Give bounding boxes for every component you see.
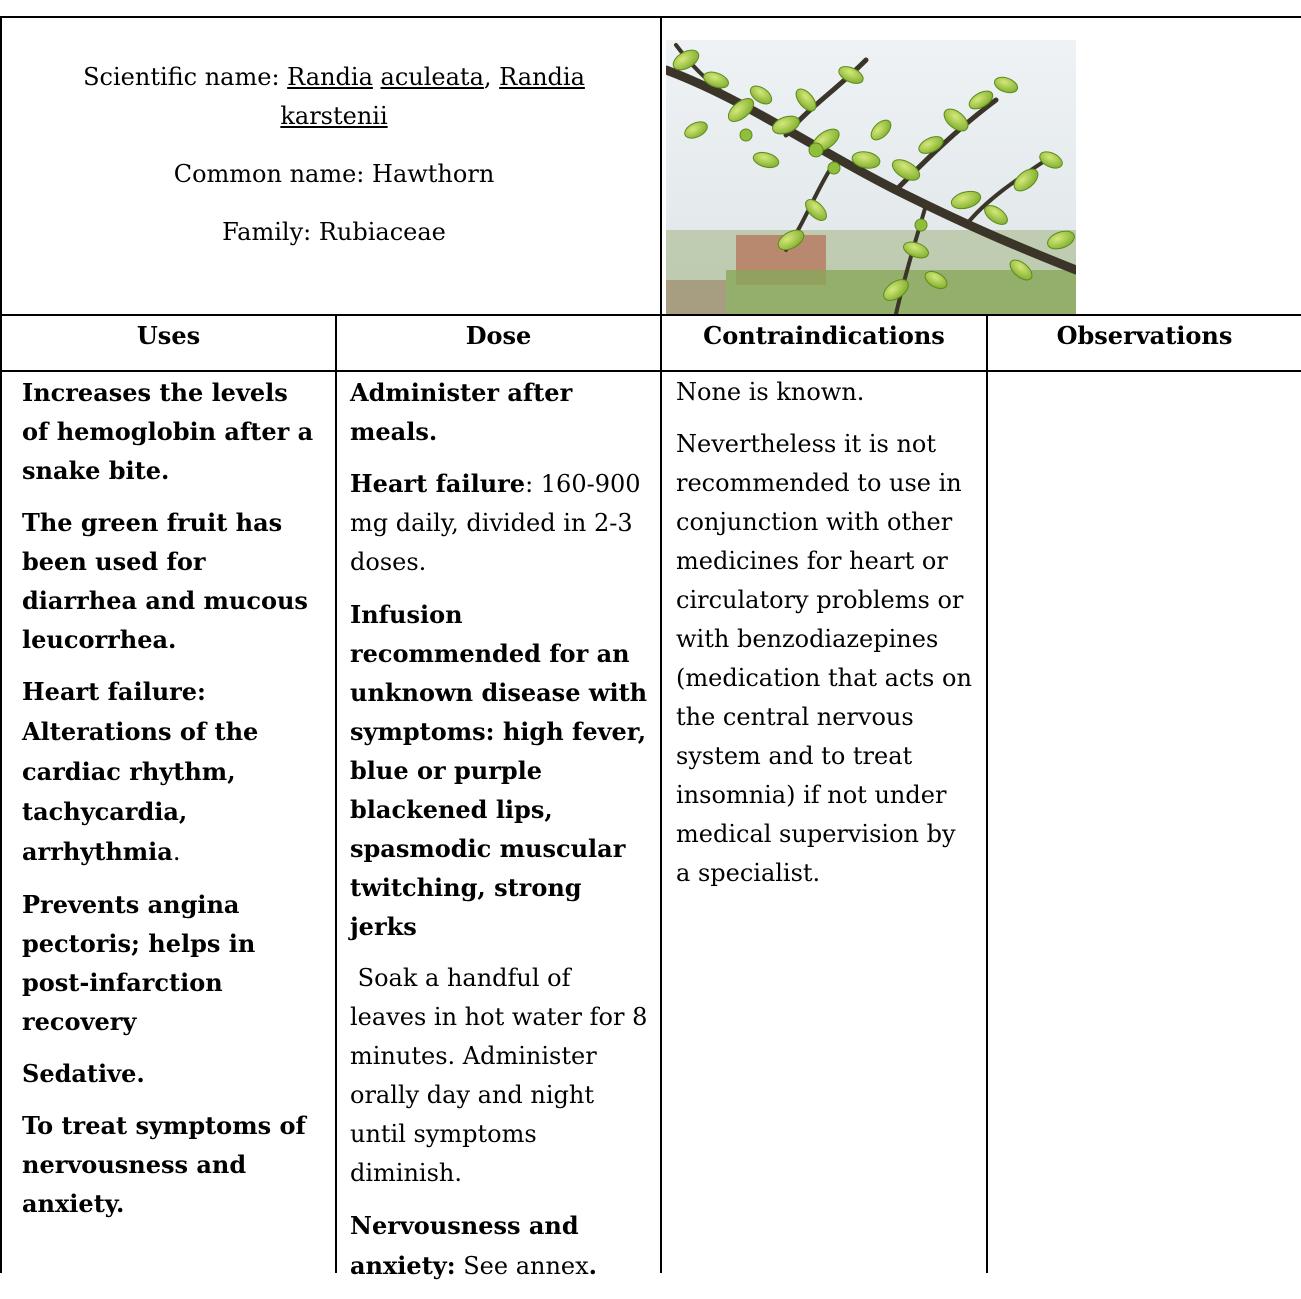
- column-header-dose: Dose: [465, 321, 532, 350]
- scientific-name-genus-1: Randia: [287, 63, 373, 91]
- column-header-observations: Observations: [1056, 321, 1233, 350]
- common-name: Common name: Hawthorn: [173, 160, 495, 188]
- plant-photo-icon: [666, 40, 1076, 314]
- uses-item: The green fruit has been used for diarrhea and mucous leucorrhea.: [22, 508, 308, 654]
- header-divider: [660, 16, 662, 316]
- column-header-uses: Uses: [136, 321, 201, 350]
- scientific-name-species-1: aculeata: [380, 63, 484, 91]
- dose-item: Soak a handful of leaves in hot water for 8 minutes. Administer orally day and night until symptoms diminish.: [350, 964, 655, 1187]
- table-top-border: [0, 16, 1301, 18]
- family-name: Family: Rubiaceae: [222, 218, 446, 246]
- column-divider-2: [660, 314, 662, 1273]
- uses-item: Prevents angina pectoris; helps in post-infarction recovery: [22, 890, 256, 1036]
- contraindications-item: Nevertheless it is not recommended to use in conjunction with other medicines for heart or circulatory problems or with benzodiazepines (medication that acts on the central nervous system and to treat insomnia) if not under medical supervision by a specialist.: [676, 430, 972, 887]
- plant-photo: [666, 40, 1076, 314]
- dose-cell: [350, 373, 655, 1299]
- dose-item: Administer after meals.: [350, 378, 573, 446]
- column-divider-1: [335, 314, 337, 1273]
- dose-item: Infusion recommended for an unknown disease with symptoms: high fever, blue or purple blackened lips, spasmodic muscular twitching, strong jerks: [350, 600, 648, 941]
- scientific-name-genus-2: Randia: [499, 63, 585, 91]
- plant-header: [10, 58, 658, 271]
- dose-item: Nervousness and anxiety: See annex.: [350, 1211, 598, 1280]
- column-divider-3: [986, 314, 988, 1273]
- contraindications-item: None is known.: [676, 378, 865, 406]
- table-left-border: [0, 16, 2, 1273]
- dose-item: Heart failure: 160-900 mg daily, divided in 2-3 doses.: [350, 469, 641, 576]
- uses-item: Heart failure: Alterations of the cardiac rhythm, tachycardia, arrhythmia.: [22, 677, 259, 866]
- contraindications-cell: [676, 373, 976, 906]
- uses-cell: [22, 373, 322, 1236]
- uses-item: Increases the levels of hemoglobin after a snake bite.: [22, 378, 314, 485]
- scientific-name-species-2: karstenii: [280, 102, 388, 130]
- uses-item: Sedative.: [22, 1059, 145, 1088]
- uses-item: To treat symptoms of nervousness and anxiety.: [22, 1111, 306, 1218]
- scientific-name: Scientific name: Randia aculeata, Randia karstenii: [83, 63, 585, 130]
- column-header-contraindications: Contraindications: [703, 321, 945, 350]
